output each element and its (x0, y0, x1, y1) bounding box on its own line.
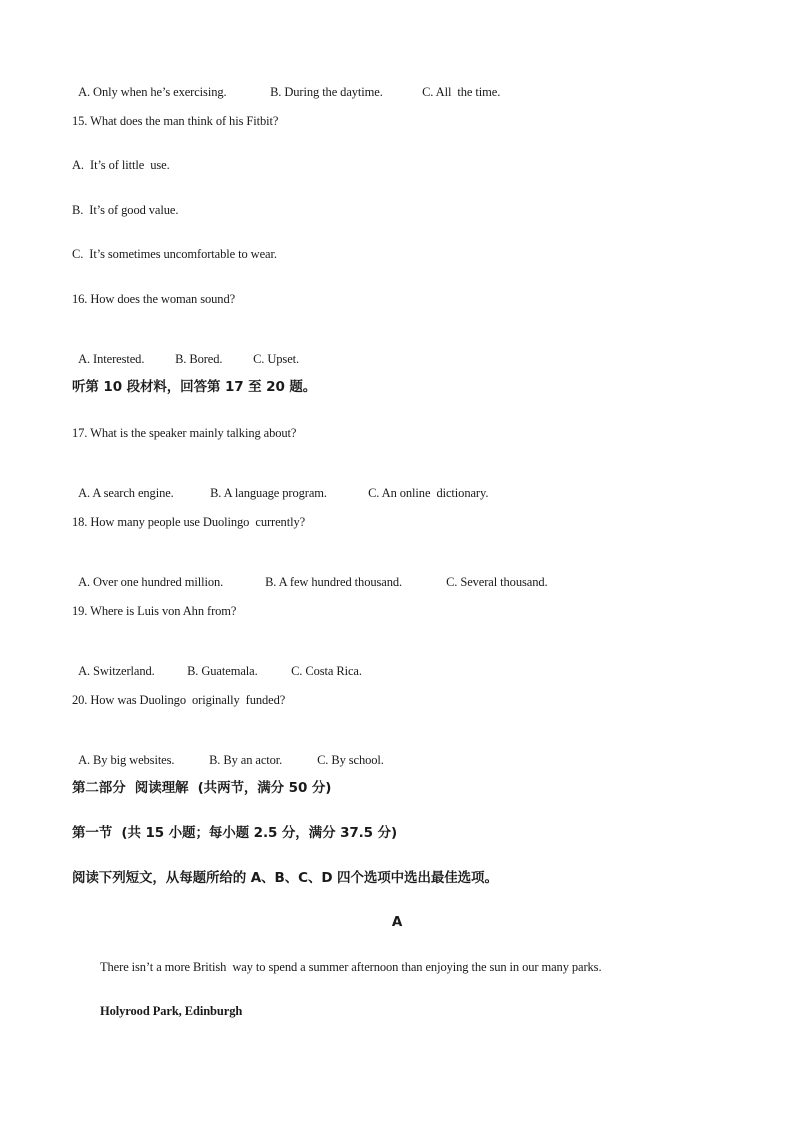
q18-options (72, 558, 548, 590)
q17-question: 17. What is the speaker mainly talking about? (72, 426, 297, 440)
q20-option-b: B. By an actor. (209, 753, 283, 767)
q18-option-a: A. Over one hundred million. (78, 575, 224, 589)
part2-heading: 第二部分 阅读理解 (共两节，满分 50 分) (72, 780, 332, 796)
q17-option-b: B. A language program. (210, 486, 327, 500)
q18-question: 18. How many people use Duolingo currently? (72, 515, 306, 529)
q16-option-b: B. Bored. (175, 352, 223, 366)
instructions: 阅读下列短文，从每题所给的 A、B、C、D 四个选项中选出最佳选项。 (72, 870, 498, 886)
q16-question: 16. How does the woman sound? (72, 292, 236, 306)
q20-option-c: C. By school. (317, 753, 384, 767)
q18-option-b: B. A few hundred thousand. (265, 575, 403, 589)
q15-option-a: A. It’s of little use. (72, 158, 170, 172)
q15-option-b: B. It’s of good value. (72, 203, 179, 217)
park-heading: Holyrood Park, Edinburgh (100, 1004, 243, 1018)
section10-heading: 听第 10 段材料，回答第 17 至 20 题。 (72, 379, 317, 395)
q17-options (72, 469, 488, 501)
q15-question: 15. What does the man think of his Fitbit? (72, 114, 279, 128)
q19-option-a: A. Switzerland. (78, 664, 155, 678)
q16-option-a: A. Interested. (78, 352, 145, 366)
passage-intro: There isn’t a more British way to spend a summer afternoon than enjoying the sun in our many parks. (100, 960, 602, 974)
section1-heading: 第一节 (共 15 小题；每小题 2.5 分，满分 37.5 分) (72, 825, 398, 841)
q20-options (72, 736, 384, 768)
q18-option-c: C. Several thousand. (446, 575, 548, 589)
passage-letter: A (391, 914, 403, 930)
q19-question: 19. Where is Luis von Ahn from? (72, 604, 237, 618)
q14-option-a: A. Only when he’s exercising. (78, 85, 227, 99)
q14-option-c: C. All the time. (422, 85, 501, 99)
q14-options (72, 68, 500, 100)
q19-option-b: B. Guatemala. (187, 664, 258, 678)
q20-option-a: A. By big websites. (78, 753, 175, 767)
q16-option-c: C. Upset. (253, 352, 300, 366)
q19-option-c: C. Costa Rica. (291, 664, 362, 678)
q16-options (72, 335, 299, 367)
q15-option-c: C. It’s sometimes uncomfortable to wear. (72, 247, 277, 261)
q19-options (72, 647, 362, 679)
q14-option-b: B. During the daytime. (270, 85, 383, 99)
q17-option-c: C. An online dictionary. (368, 486, 489, 500)
q20-question: 20. How was Duolingo originally funded? (72, 693, 286, 707)
q17-option-a: A. A search engine. (78, 486, 174, 500)
